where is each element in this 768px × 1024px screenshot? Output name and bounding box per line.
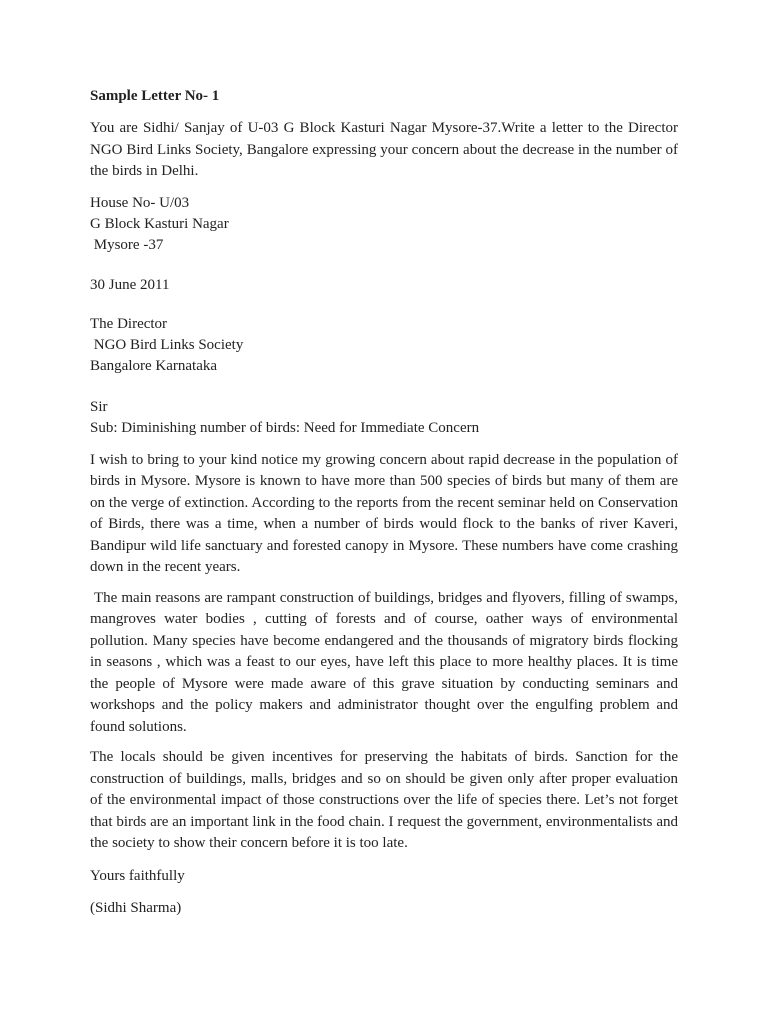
salutation: Sir — [90, 398, 108, 415]
recipient-address-line: Bangalore Karnataka — [90, 357, 218, 374]
page-title: Sample Letter No- 1 — [90, 88, 220, 104]
letter-date: 30 June 2011 — [90, 276, 170, 293]
sender-address — [90, 193, 678, 256]
recipient-address-line: NGO Bird Links Society — [90, 336, 244, 353]
recipient-address-line: The Director — [90, 315, 168, 332]
subject-line: Sub: Diminishing number of birds: Need for Immediate Concern — [90, 419, 480, 436]
task-instructions: You are Sidhi/ Sanjay of U-03 G Block Kasturi Nagar Mysore-37.Write a letter to the Director NGO Bird Links Society, Bangalore expressing your concern about the decrease in the number of the birds in Delhi. — [90, 120, 678, 179]
recipient-address — [90, 314, 678, 377]
sender-address-line: Mysore -37 — [90, 236, 164, 253]
body-paragraph: The locals should be given incentives for preserving the habitats of birds. Sanction for the construction of buildings, malls, bridges and so on should be given only after proper evaluation of the environmental impact of those constructions over the life of species there. Let’s not forget that birds are an important link in the food chain. I request the government, environmentalists and the society to show their concern before it is too late. — [90, 749, 678, 851]
signature: (Sidhi Sharma) — [90, 899, 182, 916]
sender-address-line: House No- U/03 — [90, 194, 190, 211]
letter-page — [90, 86, 682, 919]
body-paragraph: The main reasons are rampant construction of buildings, bridges and flyovers, filling of swamps, mangroves water bodies , cutting of forests and of course, oather ways of environmental pollution. Many species have become endangered and the thousands of migratory birds flocking in seasons , which was a feast to our eyes, have left this place to more healthy places. It is time the people of Mysore were made aware of this grave situation by conducting seminars and workshops and the policy makers and administrator thought over the engulfing problem and found solutions. — [90, 589, 682, 735]
closing: Yours faithfully — [90, 867, 185, 884]
body-paragraph: I wish to bring to your kind notice my growing concern about rapid decrease in the population of birds in Mysore. Mysore is known to have more than 500 species of birds but many of them are on the verge of extinction. According to the reports from the recent seminar held on Conservation of Birds, there was a time, when a number of birds would flock to the banks of river Kaveri, Bandipur wild life sanctuary and forested canopy in Mysore. These numbers have come crashing down in the recent years. — [90, 451, 678, 575]
sender-address-line: G Block Kasturi Nagar — [90, 215, 229, 232]
